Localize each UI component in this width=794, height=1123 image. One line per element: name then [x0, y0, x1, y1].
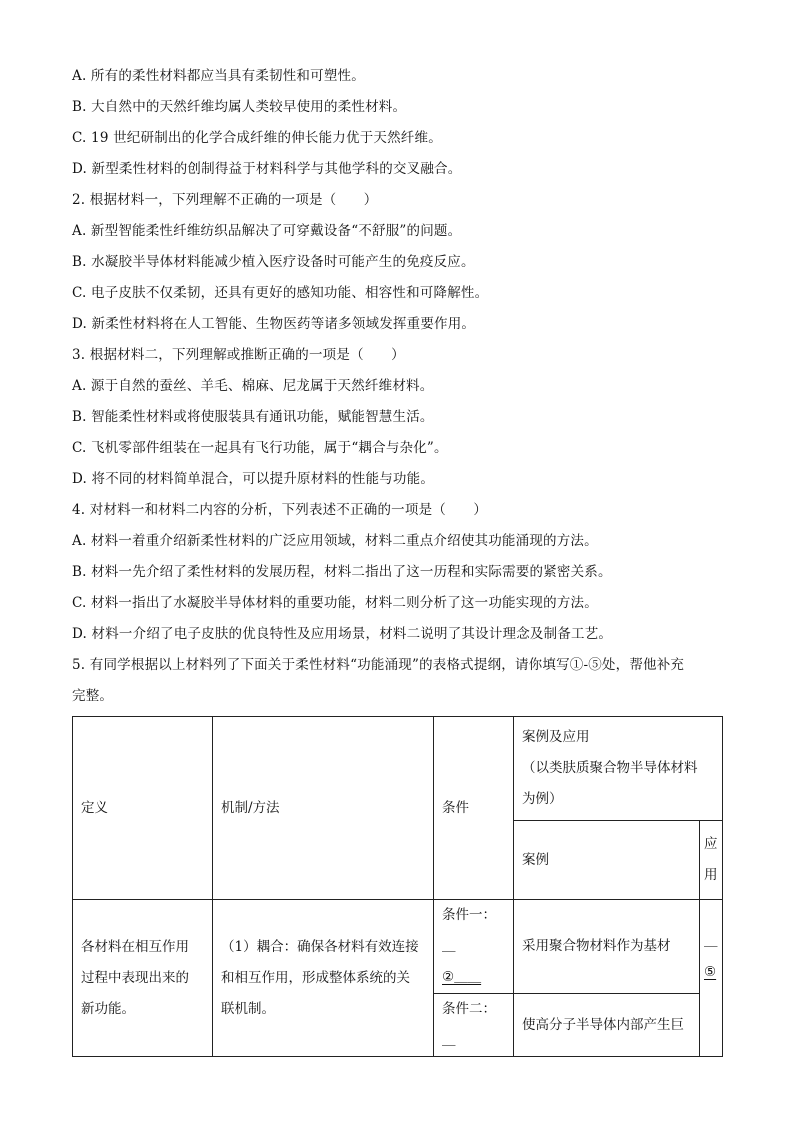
option-line: A. 材料一着重介绍新柔性材料的广泛应用领域，材料二重点介绍使其功能涌现的方法。: [72, 533, 598, 549]
question-line: 5. 有同学根据以上材料列了下面关于柔性材料“功能涌现”的表格式提纲，请你填写①-⑤处，帮他补充: [72, 657, 685, 673]
mechanism-cell: （1）耦合：确保各材料有效连接 和相互作用，形成整体系统的关 联机制。: [213, 900, 434, 1057]
option-line: C. 飞机零部件组装在一起具有飞行功能，属于“耦合与杂化”。: [72, 440, 448, 456]
case-two-cell: 使高分子半导体内部产生巨: [514, 994, 700, 1057]
option-line: D. 新型柔性材料的创制得益于材料科学与其他学科的交叉融合。: [72, 161, 462, 177]
header-definition: 定义: [73, 717, 213, 900]
option-line: B. 智能柔性材料或将使服装具有通讯功能，赋能智慧生活。: [72, 409, 434, 425]
header-application: 应 用: [700, 821, 723, 900]
header-condition: 条件: [434, 717, 514, 900]
option-line: A. 所有的柔性材料都应当具有柔韧性和可塑性。: [72, 68, 365, 84]
question-line: 3. 根据材料二，下列理解或推断正确的一项是（ ）: [72, 347, 405, 363]
option-line: D. 将不同的材料简单混合，可以提升原材料的性能与功能。: [72, 471, 435, 487]
option-line: A. 新型智能柔性纤维纺织品解决了可穿戴设备“不舒服”的问题。: [72, 223, 462, 239]
condition-two-cell: 条件二：＿: [434, 994, 514, 1057]
question-line: 4. 对材料一和材料二内容的分析，下列表述不正确的一项是（ ）: [72, 502, 488, 518]
application-cell: ＿ ⑤: [700, 900, 723, 1057]
option-line: B. 材料一先介绍了柔性材料的发展历程，材料二指出了这一历程和实际需要的紧密关系。: [72, 564, 612, 580]
option-line: C. 电子皮肤不仅柔韧，还具有更好的感知功能、相容性和可降解性。: [72, 285, 489, 301]
table-header-row: [73, 717, 723, 821]
header-mechanism: 机制/方法: [213, 717, 434, 900]
option-line: D. 新柔性材料将在人工智能、生物医药等诸多领域发挥重要作用。: [72, 316, 476, 332]
option-line: C. 材料一指出了水凝胶半导体材料的重要功能，材料二则分析了这一功能实现的方法。: [72, 595, 598, 611]
option-line: A. 源于自然的蚕丝、羊毛、棉麻、尼龙属于天然纤维材料。: [72, 378, 434, 394]
table-row: [73, 900, 723, 994]
option-line: C. 19 世纪研制出的化学合成纤维的伸长能力优于天然纤维。: [72, 130, 442, 146]
question-line-continued: 完整。: [72, 688, 114, 704]
option-line: B. 大自然中的天然纤维均属人类较早使用的柔性材料。: [72, 99, 407, 115]
blank-2: ②＿＿: [442, 969, 482, 985]
definition-cell: 各材料在相互作用 过程中表现出来的 新功能。: [73, 900, 213, 1057]
question-line: 2. 根据材料一，下列理解不正确的一项是（ ）: [72, 192, 378, 208]
blank-5: ⑤: [704, 964, 717, 980]
condition-one-cell: 条件一：＿ ②＿＿: [434, 900, 514, 994]
header-case: 案例: [514, 821, 700, 900]
header-cases-apps: 案例及应用 （以类肤质聚合物半导体材料 为例）: [514, 717, 723, 821]
option-line: B. 水凝胶半导体材料能减少植入医疗设备时可能产生的免疫反应。: [72, 254, 475, 270]
case-one-cell: 采用聚合物材料作为基材: [514, 900, 700, 994]
option-line: D. 材料一介绍了电子皮肤的优良特性及应用场景，材料二说明了其设计理念及制备工艺。: [72, 626, 613, 642]
outline-table: [72, 716, 723, 1057]
